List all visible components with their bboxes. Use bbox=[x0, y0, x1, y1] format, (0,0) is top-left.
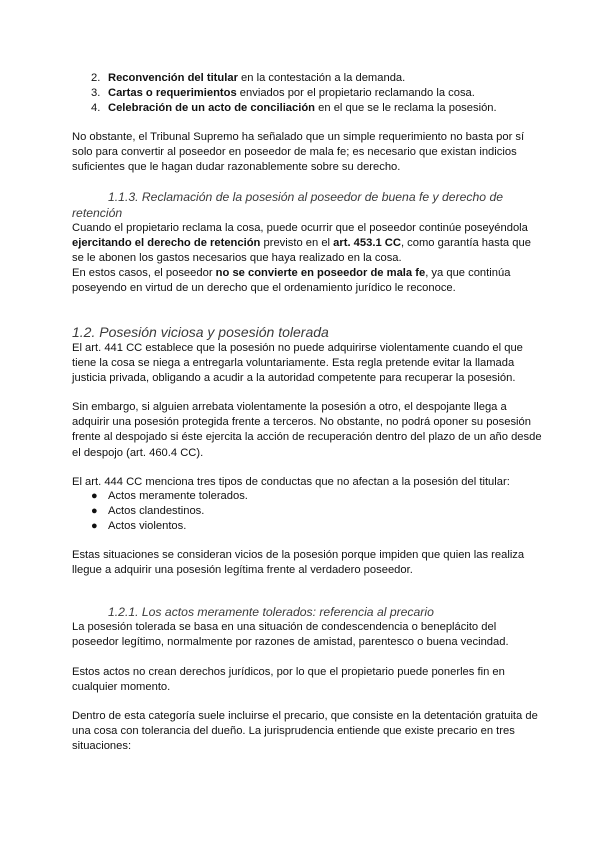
paragraph-sin-embargo: Sin embargo, si alguien arrebata violentamente la posesión a otro, el despojante llega a adquirir una posesión protegida frente a terceros. No obstante, no podrá oponer su posesión frente al despojado si éste ejercita la acción de recuperación dentro del plazo de un año desde el despojo (art. 460.4 CC). bbox=[72, 401, 542, 459]
list-number: 2. bbox=[91, 72, 101, 84]
bullet-item bbox=[91, 504, 491, 519]
heading-1-1-3: 1.1.3. Reclamación de la posesión al poseedor de buena fe y derecho de retención bbox=[72, 190, 504, 220]
list-item-text: en la contestación a la demanda. bbox=[237, 72, 406, 84]
paragraph-no-mala-fe bbox=[72, 266, 542, 296]
bullet-text: Actos meramente tolerados. bbox=[108, 490, 248, 502]
bullet-icon: ● bbox=[91, 490, 98, 502]
bullet-icon: ● bbox=[91, 520, 98, 532]
text-run: previsto en el bbox=[260, 237, 334, 250]
list-item-text: en el que se le reclama la posesión. bbox=[315, 102, 497, 114]
heading-1-2: 1.2. Posesión viciosa y posesión tolerada bbox=[72, 324, 329, 340]
list-number: 3. bbox=[91, 87, 101, 99]
list-item bbox=[91, 86, 561, 101]
paragraph-art-441: El art. 441 CC establece que la posesión no puede adquirirse violentamente cuando el que tiene la cosa se niega a entregarla voluntariamente. Esta regla pretende evitar la llamada justicia privada, obligando a acudir a la autoridad competente para recuperar la posesión. bbox=[72, 342, 523, 385]
heading-1-2-1: 1.2.1. Los actos meramente tolerados: referencia al precario bbox=[108, 605, 434, 619]
bullet-text: Actos clandestinos. bbox=[108, 505, 205, 517]
paragraph-vicios: Estas situaciones se consideran vicios de la posesión porque impiden que quien las realiza llegue a adquirir una posesión legítima frente al verdadero poseedor. bbox=[72, 549, 525, 577]
list-item-bold: Celebración de un acto de conciliación bbox=[108, 102, 316, 114]
bullet-icon: ● bbox=[91, 505, 98, 517]
list-number: 4. bbox=[91, 102, 101, 114]
paragraph-art-444: El art. 444 CC menciona tres tipos de conductas que no afectan a la posesión del titular: bbox=[72, 476, 510, 488]
bold-run: ejercitando el derecho de retención bbox=[72, 237, 261, 250]
paragraph-tribunal-supremo: No obstante, el Tribunal Supremo ha señalado que un simple requerimiento no basta por sí solo para convertir al poseedor en poseedor de mala fe; es necesario que existan indicios suficientes que le hagan dudar razonablemente sobre su derecho. bbox=[72, 131, 525, 174]
list-item bbox=[91, 71, 561, 86]
paragraph-precario: Dentro de esta categoría suele incluirse el precario, que consiste en la detentación gratuita de una cosa con tolerancia del dueño. La jurisprudencia entiende que existe precario en tres situaciones: bbox=[72, 710, 538, 753]
list-item-bold: Reconvención del titular bbox=[108, 72, 238, 84]
paragraph-no-crean-derechos: Estos actos no crean derechos jurídicos, por lo que el propietario puede ponerles fin en cualquier momento. bbox=[72, 666, 505, 694]
list-item-text: enviados por el propietario reclamando la cosa. bbox=[236, 87, 475, 99]
bold-run: art. 453.1 CC bbox=[333, 237, 401, 250]
text-run: Cuando el propietario reclama la cosa, puede ocurrir que el poseedor continúe poseyéndola bbox=[72, 222, 528, 234]
bullet-item bbox=[91, 489, 491, 504]
text-run: , como garantía hasta que se le abonen los gastos necesarios que haya realizado en la cosa. bbox=[72, 237, 531, 265]
list-item bbox=[91, 101, 561, 116]
bold-run: no se convierte en poseedor de mala fe bbox=[215, 267, 426, 279]
paragraph-posesion-tolerada: La posesión tolerada se basa en una situación de condescendencia o beneplácito del poseedor legítimo, normalmente por razones de amistad, parentesco o buena vecindad. bbox=[72, 621, 509, 649]
text-run: En estos casos, el poseedor bbox=[72, 267, 216, 279]
paragraph-derecho-retencion bbox=[72, 221, 542, 267]
bullet-text: Actos violentos. bbox=[108, 520, 187, 532]
list-item-bold: Cartas o requerimientos bbox=[108, 87, 237, 99]
text-run: , ya que continúa poseyendo en virtud de un derecho que el ordenamiento jurídico le reconoce. bbox=[72, 267, 511, 295]
bullet-item bbox=[91, 519, 491, 534]
